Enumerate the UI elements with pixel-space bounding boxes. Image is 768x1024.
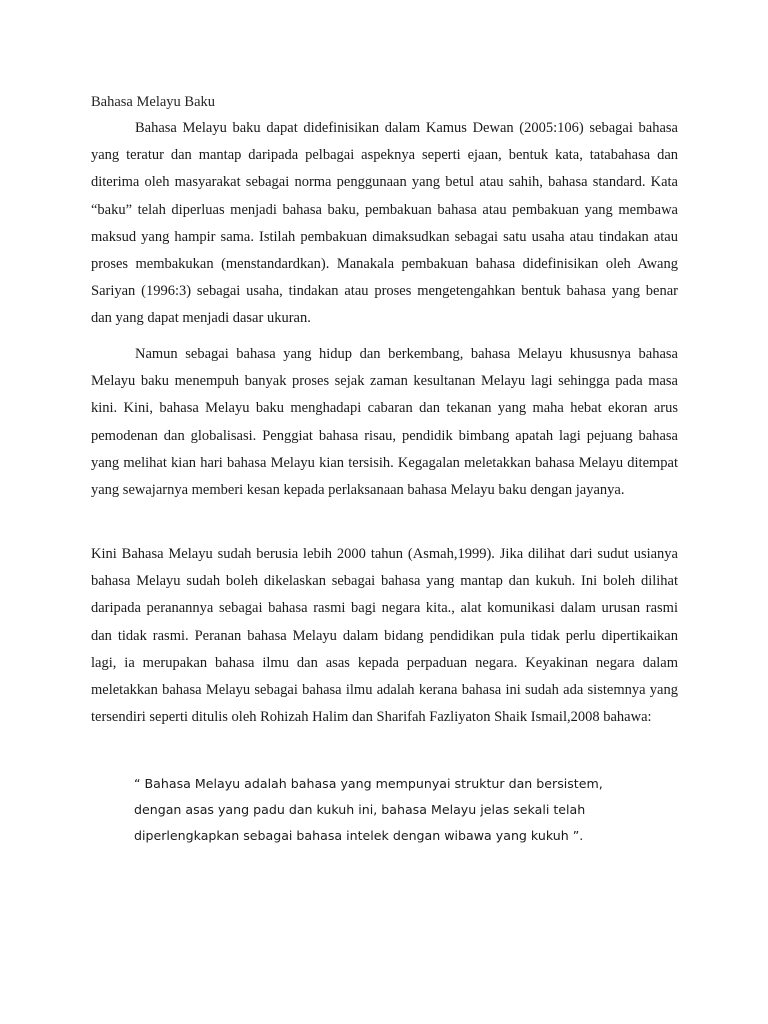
paragraph-history: Kini Bahasa Melayu sudah berusia lebih 2000 tahun (Asmah,1999). Jika dilihat dari sudut usianya bahasa Melayu sudah boleh dikelaskan sebagai bahasa yang mantap dan kukuh. Ini boleh dilihat daripada peranannya sebagai bahasa rasmi bagi negara kita., alat komunikasi dalam urusan rasmi dan tidak rasmi. Peranan bahasa Melayu dalam bidang pendidikan pula tidak perlu dipertikaikan lagi, ia merupakan bahasa ilmu dan asas kepada perpaduan negara. Keyakinan negara dalam meletakkan bahasa Melayu sebagai bahasa ilmu adalah kerana bahasa ini sudah ada sistemnya yang tersendiri seperti ditulis oleh Rohizah Halim dan Sharifah Fazliyaton Shaik Ismail,2008 bahawa: xyxy=(91,546,678,726)
block-quote: “ Bahasa Melayu adalah bahasa yang mempunyai struktur dan bersistem, dengan asas yang padu dan kukuh ini, bahasa Melayu jelas sekali telah diperlengkapkan sebagai bahasa intelek dengan wibawa yang kukuh ”. xyxy=(134,776,603,843)
paragraph-definition: Bahasa Melayu baku dapat didefinisikan dalam Kamus Dewan (2005:106) sebagai bahasa yang teratur dan mantap daripada pelbagai aspeknya seperti ejaan, bentuk kata, tatabahasa dan diterima oleh masyarakat sebagai norma penggunaan yang betul atau sahih, bahasa standard. Kata “baku” telah diperluas menjadi bahasa baku, pembakuan bahasa atau pembakuan yang membawa maksud yang hampir sama. Istilah pembakuan dimaksudkan sebagai satu usaha atau tindakan atau proses membakukan (menstandardkan). Manakala pembakuan bahasa didefinisikan oleh Awang Sariyan (1996:3) sebagai usaha, tindakan atau proses mengetengahkan bentuk bahasa yang benar dan yang dapat menjadi dasar ukuran. xyxy=(91,120,678,327)
document-heading: Bahasa Melayu Baku xyxy=(91,94,216,110)
paragraph-challenges: Namun sebagai bahasa yang hidup dan berkembang, bahasa Melayu khususnya bahasa Melayu baku menempuh banyak proses sejak zaman kesultanan Melayu lagi sehingga pada masa kini. Kini, bahasa Melayu baku menghadapi cabaran dan tekanan yang maha hebat ekoran arus pemodenan dan globalisasi. Penggiat bahasa risau, pendidik bimbang apatah lagi pejuang bahasa yang melihat kian hari bahasa Melayu kian tersisih. Kegagalan meletakkan bahasa Melayu ditempat yang sewajarnya memberi kesan kepada perlaksanaan bahasa Melayu baku dengan jayanya. xyxy=(91,346,678,499)
